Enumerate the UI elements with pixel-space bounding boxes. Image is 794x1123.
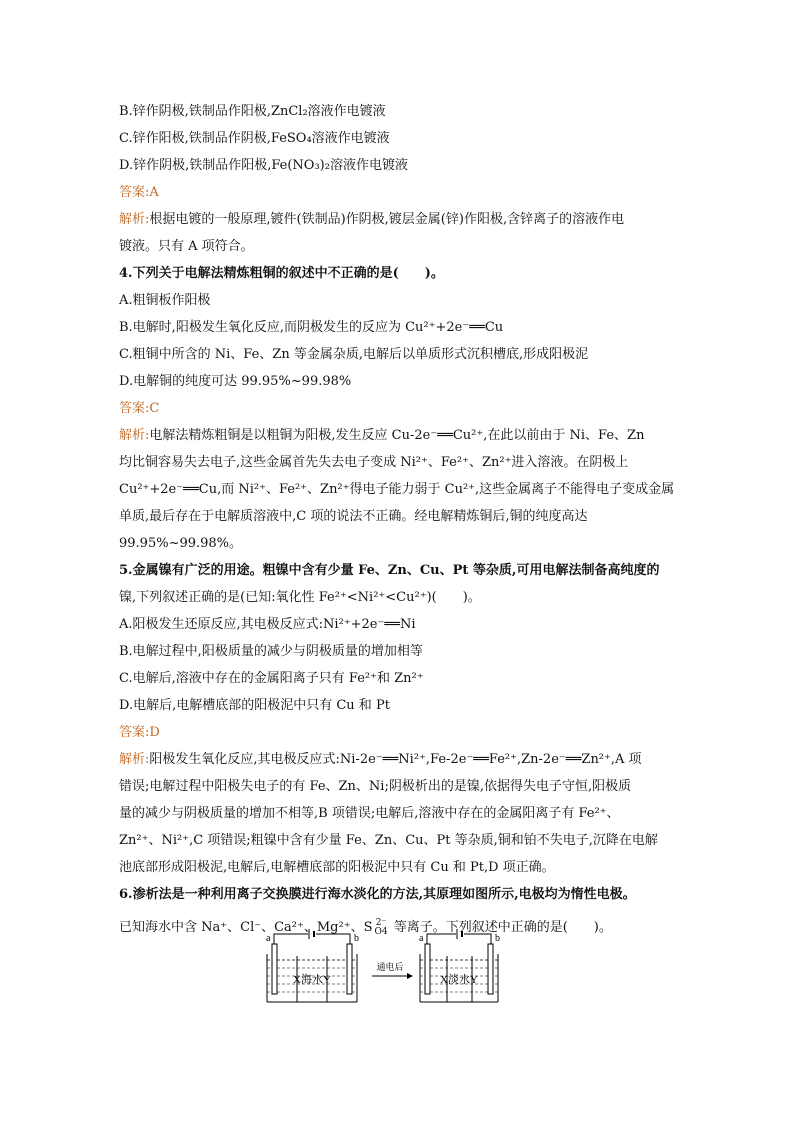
q4-option-d: D.电解铜的纯度可达 99.95%~99.98% (119, 374, 352, 389)
q6-text-b: 等离子。下列叙述中正确的是( )。 (389, 920, 612, 935)
arrow-head-icon (407, 973, 413, 979)
label-a-right: a (419, 933, 424, 944)
q5-option-c: C.电解后,溶液中存在的金属阳离子只有 Fe²⁺和 Zn²⁺ (119, 671, 424, 686)
analysis-5-l4: Zn²⁺、Ni²⁺,C 项错误;粗镍中含有少量 Fe、Zn、Cu、Pt 等杂质,铜和铂不失电子,沉降在电解 (119, 833, 658, 848)
analysis-4 (119, 422, 689, 449)
arrow-label: 通电后 (376, 963, 404, 973)
analysis-5-l2: 错误;电解过程中阳极失电子的有 Fe、Zn、Ni;阴极析出的是镍,依据得失电子守恒,阳极质 (119, 779, 632, 794)
answer-3: 答案:A (119, 185, 159, 200)
analysis-label: 解析: (119, 752, 150, 767)
label-a-left: a (266, 933, 271, 944)
q4-option-a: A.粗铜板作阳极 (119, 293, 211, 308)
analysis-4-l4: 单质,最后存在于电解质溶液中,C 项的说法不正确。经电解精炼铜后,铜的纯度高达 (119, 509, 588, 524)
document-body (119, 98, 689, 948)
sulfate-charge: 2⁻ (375, 917, 387, 928)
q5-option-d: D.电解后,电解槽底部的阳极泥中只有 Cu 和 Pt (119, 698, 390, 713)
analysis-text: 电解法精炼粗铜是以粗铜为阳极,发生反应 Cu-2e⁻══Cu²⁺,在此以前由于 Ni、Fe、Zn (149, 428, 645, 443)
analysis-label: 解析: (119, 212, 150, 227)
analysis-4-l5: 99.95%~99.98%。 (119, 536, 243, 551)
analysis-3 (119, 206, 689, 233)
q5-option-a: A.阳极发生还原反应,其电极反应式:Ni²⁺+2e⁻══Ni (119, 617, 416, 632)
q6-text-a: 已知海水中含 Na⁺、Cl⁻、Ca²⁺、Mg²⁺、S (119, 920, 373, 935)
left-cell (267, 929, 357, 1002)
right-cell-label: X淡水Y (440, 974, 478, 986)
sulfate-o4: O4 (374, 926, 388, 937)
analysis-5-l3: 量的减少与阴极质量的增加不相等,B 项错误;电解后,溶液中存在的金属阳离子有 Fe²⁺、 (119, 806, 620, 821)
analysis-4-l3: Cu²⁺+2e⁻══Cu,而 Ni²⁺、Fe²⁺、Zn²⁺得电子能力弱于 Cu²⁺,这些金属离子不能得电子变成金属 (119, 482, 675, 497)
diagram-svg (262, 926, 502, 1006)
analysis-5 (119, 746, 689, 773)
analysis-5-l5: 池底部形成阳极泥,电解后,电解槽底部的阳极泥中只有 Cu 和 Pt,D 项正确。 (119, 860, 555, 875)
label-b-left: b (354, 933, 359, 944)
answer-5: 答案:D (119, 725, 160, 740)
label-b-right: b (495, 933, 500, 944)
analysis-3-cont: 镀液。只有 A 项符合。 (119, 239, 254, 254)
q4-option-c: C.粗铜中所含的 Ni、Fe、Zn 等金属杂质,电解后以单质形式沉积槽底,形成阳极泥 (119, 347, 589, 362)
analysis-text: 根据电镀的一般原理,镀件(铁制品)作阴极,镀层金属(锌)作阳极,含锌离子的溶液作电 (149, 212, 625, 227)
option-c: C.锌作阳极,铁制品作阴极,FeSO₄溶液作电镀液 (119, 131, 390, 146)
question-6: 6.渗析法是一种利用离子交换膜进行海水淡化的方法,其原理如图所示,电极均为惰性电极。 (119, 887, 636, 902)
question-5: 5.金属镍有广泛的用途。粗镍中含有少量 Fe、Zn、Cu、Pt 等杂质,可用电解法制备高纯度的 (119, 563, 660, 578)
q5-option-b: B.电解过程中,阳极质量的减少与阴极质量的增加相等 (119, 644, 423, 659)
electrodialysis-diagram (262, 926, 502, 1006)
q4-option-b: B.电解时,阳极发生氧化反应,而阴极发生的反应为 Cu²⁺+2e⁻══Cu (119, 320, 504, 335)
question-4: 4.下列关于电解法精炼粗铜的叙述中不正确的是( )。 (119, 266, 444, 281)
question-5-l2: 镍,下列叙述正确的是(已知:氧化性 Fe²⁺<Ni²⁺<Cu²⁺)( )。 (119, 590, 481, 605)
left-cell-label: X海水Y (293, 974, 331, 986)
analysis-label: 解析: (119, 428, 150, 443)
right-cell (420, 929, 498, 1002)
option-d: D.锌作阴极,铁制品作阳极,Fe(NO₃)₂溶液作电镀液 (119, 158, 408, 173)
analysis-4-l2: 均比铜容易失去电子,这些金属首先失去电子变成 Ni²⁺、Fe²⁺、Zn²⁺进入溶液。在阴极上 (119, 455, 629, 470)
analysis-text: 阳极发生氧化反应,其电极反应式:Ni-2e⁻══Ni²⁺,Fe-2e⁻══Fe²⁺,Zn-2e⁻══Zn²⁺,A 项 (149, 752, 642, 767)
answer-4: 答案:C (119, 401, 160, 416)
option-b: B.锌作阴极,铁制品作阳极,ZnCl₂溶液作电镀液 (119, 104, 386, 119)
